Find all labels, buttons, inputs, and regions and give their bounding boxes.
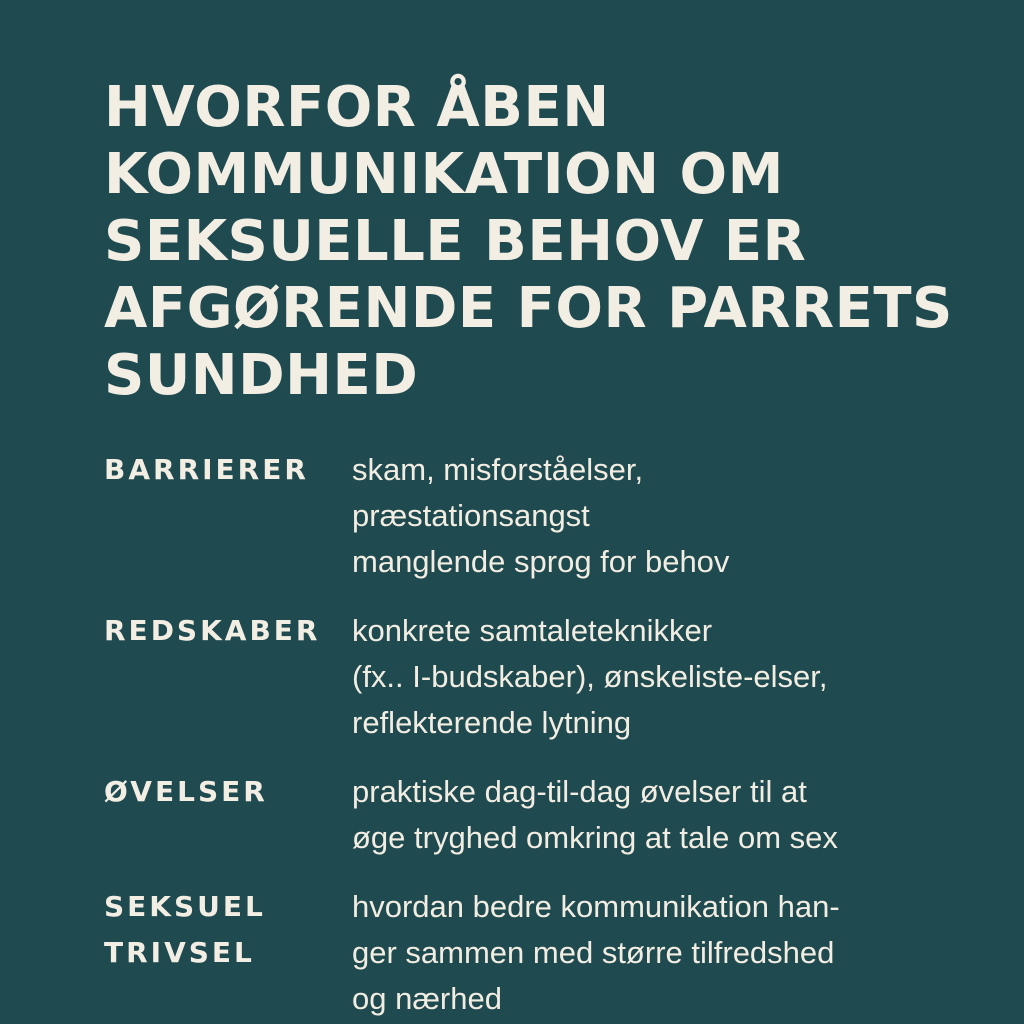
topic-description-line: præstationsangst <box>352 498 590 533</box>
topic-description <box>352 447 932 585</box>
topic-row-barrierer <box>104 447 932 585</box>
topic-row-ovelser <box>104 769 932 861</box>
topic-description-line: ger sammen med større tilfredshed <box>352 935 835 970</box>
topic-label <box>104 447 352 585</box>
topic-row-redskaber <box>104 608 932 746</box>
topic-row-seksuel-trivsel <box>104 884 932 1022</box>
topic-label-line: REDSKABER <box>104 614 321 647</box>
topic-description-line: (fx.. I-budskaber), ønskeliste-elser, <box>352 659 828 694</box>
topic-description-line: reflekterende lytning <box>352 705 632 740</box>
title-line-1: HVORFOR ÅBEN <box>104 75 610 140</box>
topic-description <box>352 884 932 1022</box>
topic-list <box>104 447 932 1022</box>
topic-description-line: konkrete samtaleteknikker <box>352 613 713 648</box>
topic-description-line: manglende sprog for behov <box>352 544 730 579</box>
title-line-3: SEKSUELLE BEHOV ER <box>104 209 807 274</box>
topic-label <box>104 608 352 746</box>
topic-label <box>104 769 352 861</box>
topic-description <box>352 769 932 861</box>
topic-description <box>352 608 932 746</box>
topic-description-line: hvordan bedre kommunikation han- <box>352 889 840 924</box>
topic-description-line: øge tryghed omkring at tale om sex <box>352 820 838 855</box>
topic-label-line: TRIVSEL <box>104 936 255 969</box>
topic-label-line: SEKSUEL <box>104 890 266 923</box>
title-line-4: AFGØRENDE FOR PARRETS <box>104 276 953 341</box>
page-title <box>104 74 953 409</box>
topic-description-line: praktiske dag-til-dag øvelser til at <box>352 774 807 809</box>
topic-label-line: ØVELSER <box>104 775 268 808</box>
topic-label-line: BARRIERER <box>104 453 309 486</box>
topic-description-line: skam, misforståelser, <box>352 452 644 487</box>
topic-description-line: og nærhed <box>352 981 502 1016</box>
topic-label <box>104 884 352 1022</box>
title-line-2: KOMMUNIKATION OM <box>104 142 784 207</box>
title-line-5: SUNDHED <box>104 343 419 408</box>
